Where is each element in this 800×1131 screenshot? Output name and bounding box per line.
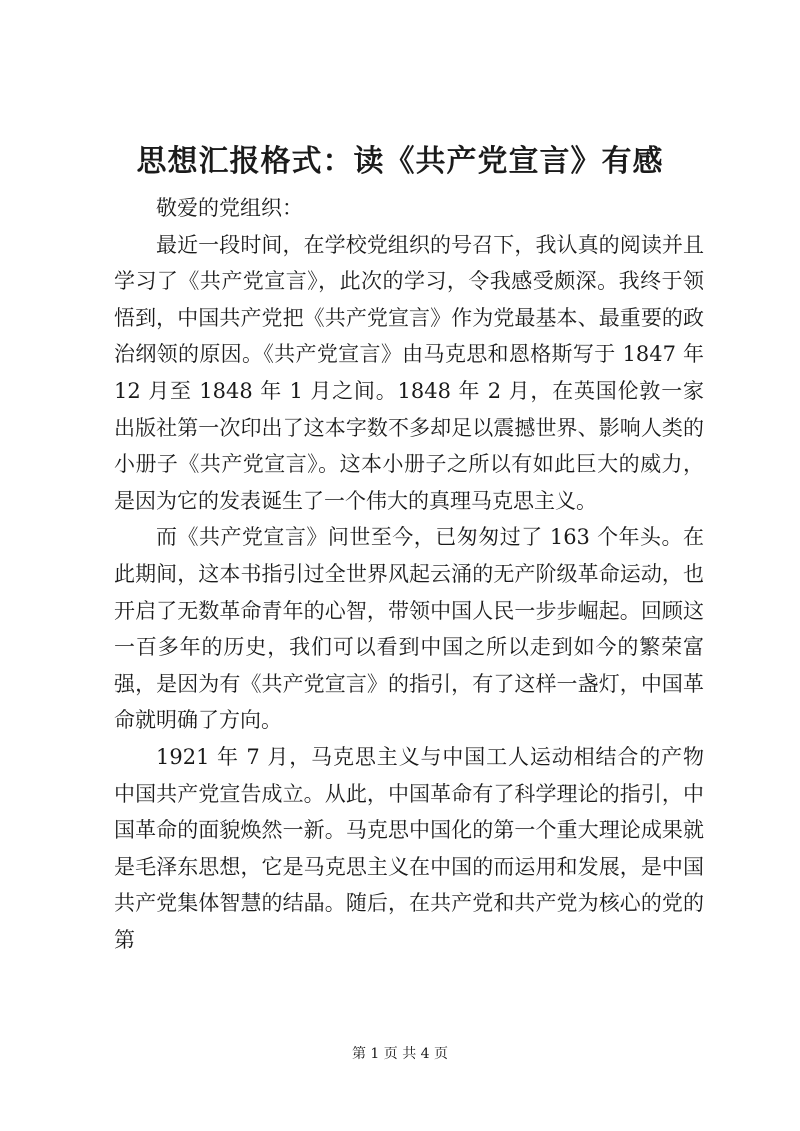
page-number-footer: 第 1 页 共 4 页	[351, 1046, 449, 1062]
document-title: 思想汇报格式：读《共产党宣言》有感	[136, 144, 664, 179]
paragraph-1: 最近一段时间，在学校党组织的号召下，我认真的阅读并且学习了《共产党宣言》，此次的学习，令我感受颇深。我终于领悟到，中国共产党把《共产党宣言》作为党最基本、最重要的政治纲领的原因。《共产党宣言》由马克思和恩格斯写于 1847 年 12 月至 1848 年 1 月之间。1848 年 2 月，在英国伦敦一家出版社第一次印出了这本字数不多却足以震撼世界、影响人类的小册子《共产党宣言》。这本小册子之所以有如此巨大的威力，是因为它的发表诞生了一个伟大的真理马克思主义。	[114, 232, 704, 513]
document-body	[114, 190, 704, 958]
salutation: 敬爱的党组织：	[156, 196, 303, 220]
paragraph-2: 而《共产党宣言》问世至今，已匆匆过了 163 个年头。在此期间，这本书指引过全世界风起云涌的无产阶级革命运动，也开启了无数革命青年的心智，带领中国人民一步步崛起。回顾这一百多年的历史，我们可以看到中国之所以走到如今的繁荣富强，是因为有《共产党宣言》的指引，有了这样一盏灯，中国革命就明确了方向。	[114, 525, 704, 733]
paragraph-3: 1921 年 7 月，马克思主义与中国工人运动相结合的产物中国共产党宣告成立。从此，中国革命有了科学理论的指引，中国革命的面貌焕然一新。马克思中国化的第一个重大理论成果就是毛泽东思想，它是马克思主义在中国的而运用和发展，是中国共产党集体智慧的结晶。随后，在共产党和共产党为核心的党的第	[114, 744, 704, 952]
